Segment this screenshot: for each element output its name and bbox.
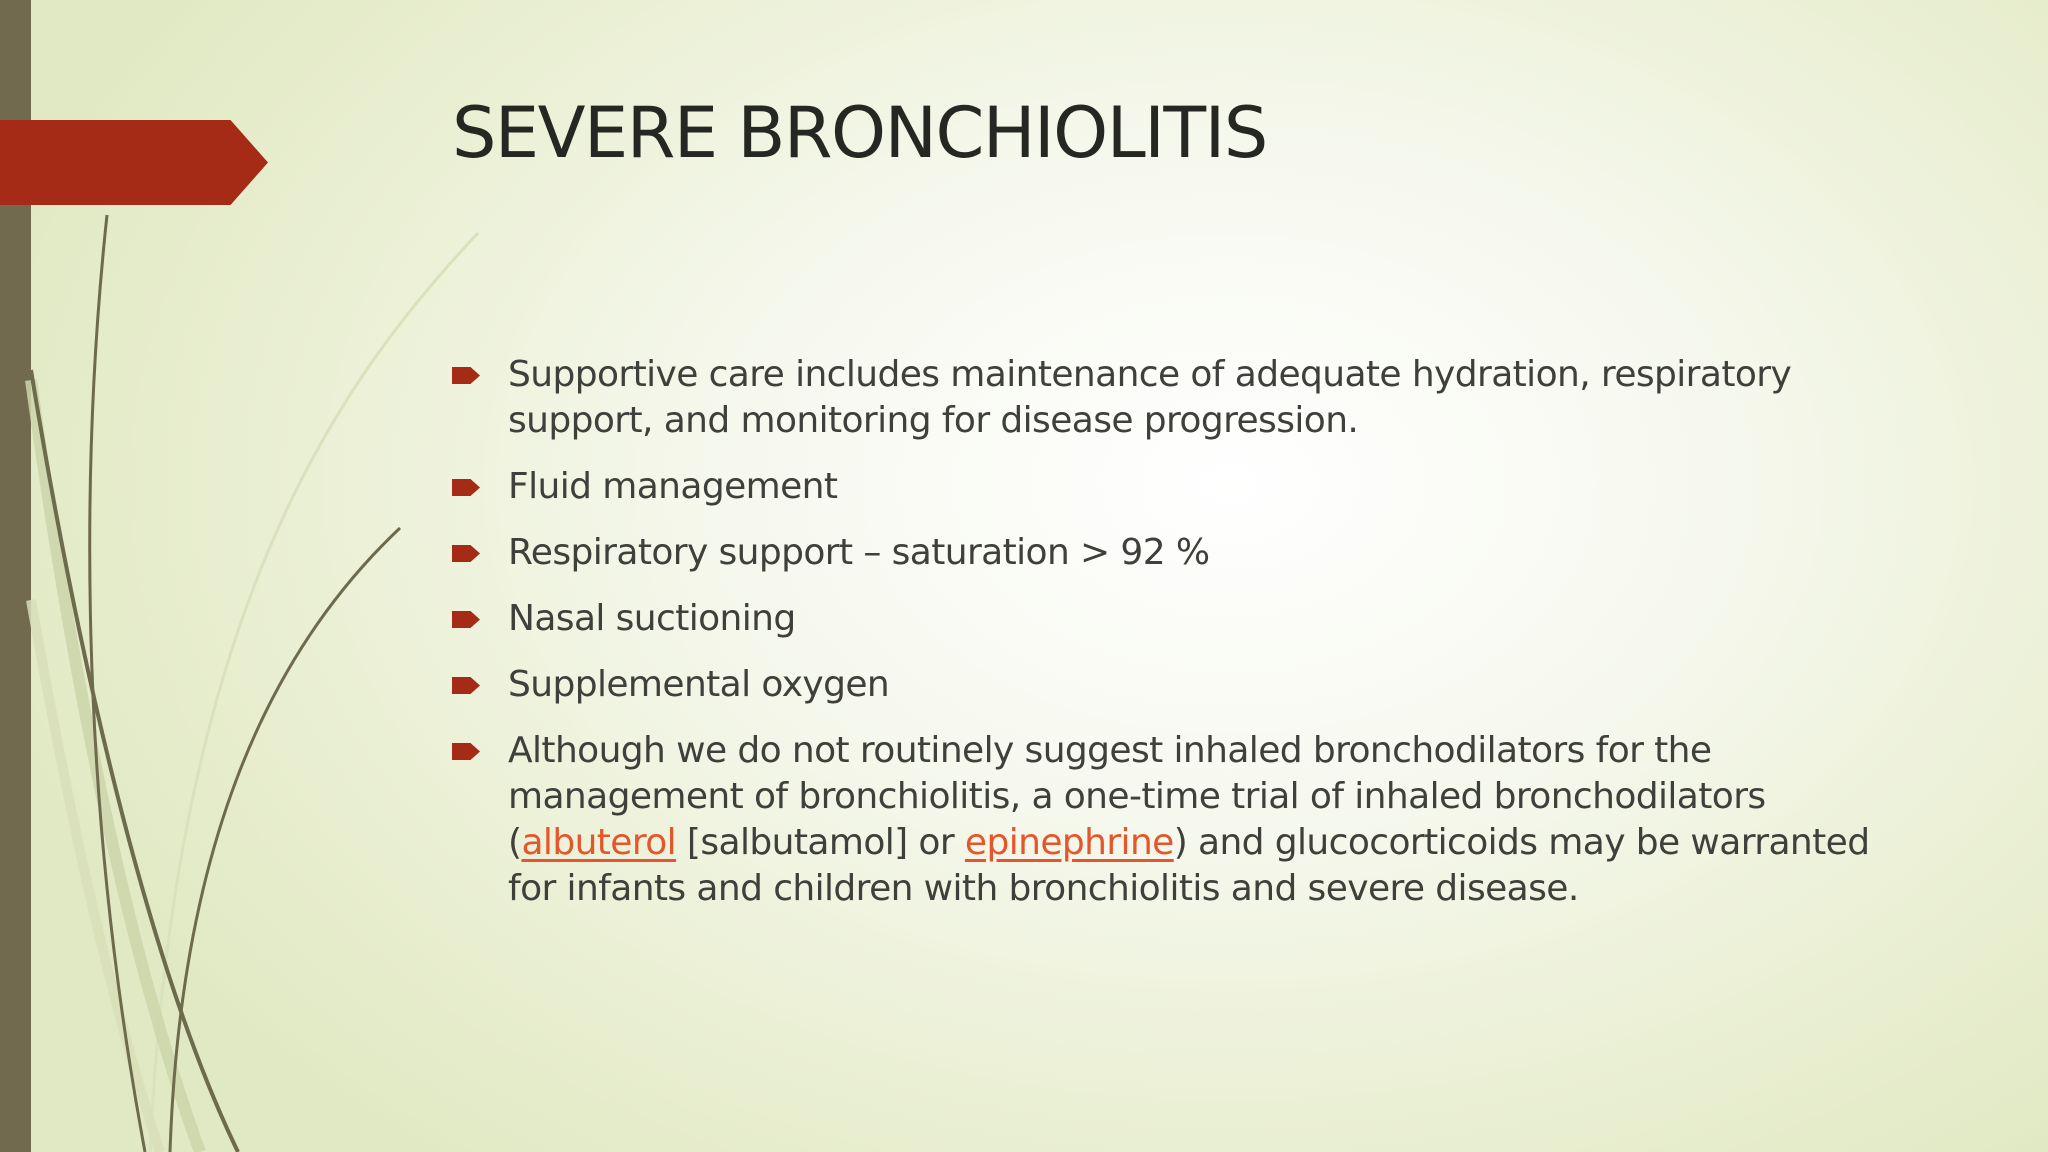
- bullet-item: [452, 530, 1912, 576]
- bullet-text: Supplemental oxygen: [508, 664, 890, 705]
- bullet-text: Respiratory support – saturation > 92 %: [508, 532, 1210, 573]
- bullet-text: Fluid management: [508, 466, 838, 507]
- bullet-item: [452, 728, 1912, 912]
- arrow-bullet-icon: [452, 743, 480, 760]
- bullet-text: Nasal suctioning: [508, 598, 796, 639]
- bullet-text: [salbutamol] or: [676, 822, 965, 863]
- albuterol-link[interactable]: albuterol: [521, 822, 677, 863]
- bullet-item: [452, 464, 1912, 510]
- arrow-bullet-icon: [452, 367, 480, 384]
- bullet-list: [452, 352, 1912, 932]
- arrow-bullet-icon: [452, 479, 480, 496]
- bullet-text: Supportive care includes maintenance of adequate hydration, respiratory support, and monitoring for disease progression.: [508, 354, 1792, 441]
- slide-title: SEVERE BRONCHIOLITIS: [452, 92, 1267, 174]
- bullet-item: [452, 352, 1912, 444]
- bullet-item: [452, 662, 1912, 708]
- arrow-bullet-icon: [452, 677, 480, 694]
- bullet-text: ) and glucocorticoids may be warranted for infants and children with bronchiolitis and severe disease.: [508, 822, 1870, 909]
- title-arrow-banner: [0, 120, 268, 205]
- epinephrine-link[interactable]: epinephrine: [964, 822, 1174, 863]
- arrow-bullet-icon: [452, 611, 480, 628]
- arrow-bullet-icon: [452, 545, 480, 562]
- bullet-text: Although we do not routinely suggest inhaled bronchodilators for the management of bronchiolitis, a one-time trial of inhaled bronchodilators (: [508, 730, 1766, 863]
- bullet-item: [452, 596, 1912, 642]
